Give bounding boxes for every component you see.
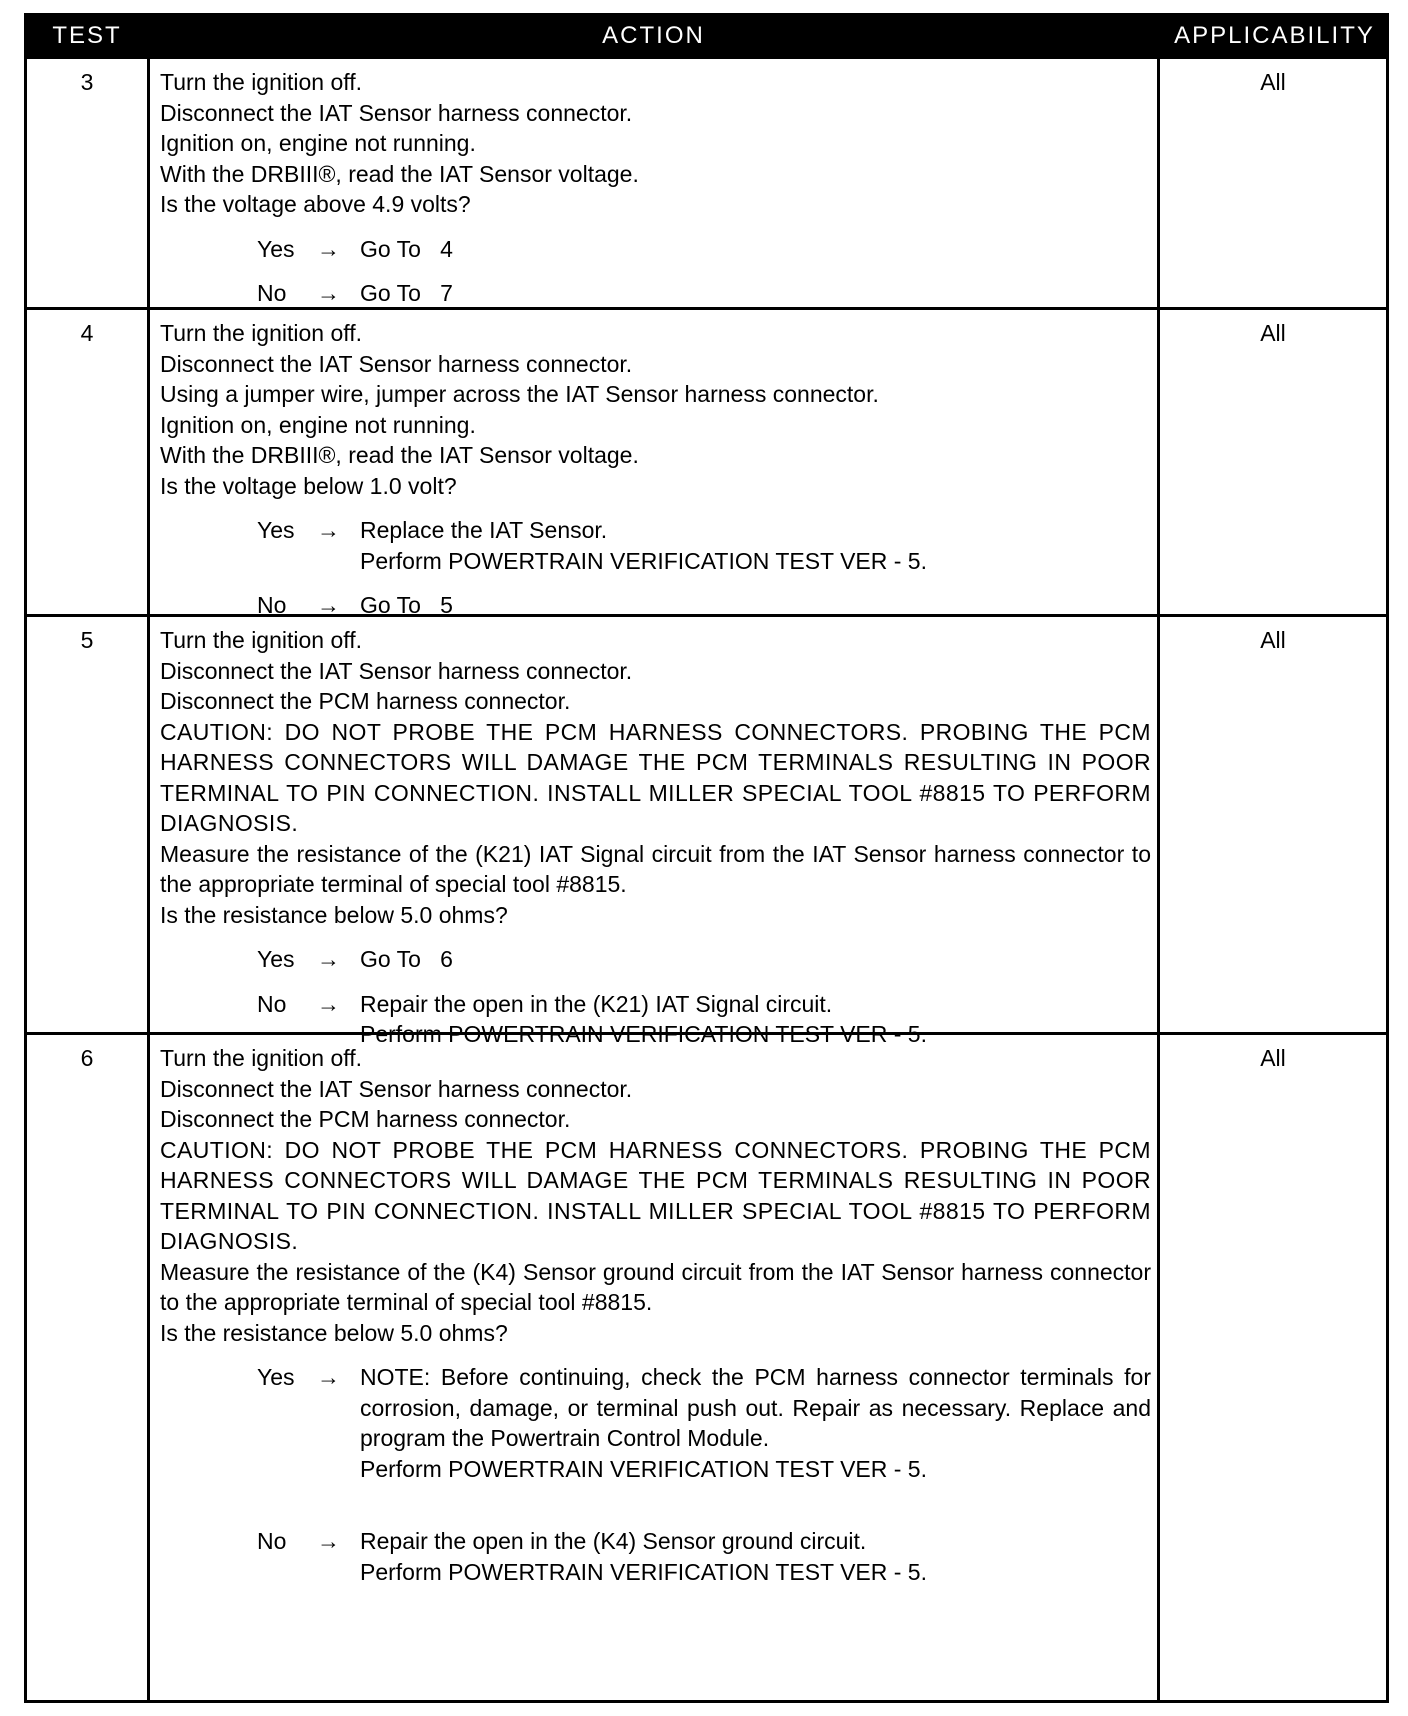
action-cell [147, 1035, 1160, 1700]
arrow-icon: → [317, 1364, 340, 1390]
yes-result: Go To 4 [360, 235, 453, 262]
applicability-value: All [1260, 1045, 1286, 1071]
yes-branch [160, 944, 1151, 975]
yes-note: NOTE: Before continuing, check the PCM harness connector terminals for corrosion, damage, or terminal push out. Repair as necessary. Replace and program the Powertrain Control Module. [360, 1364, 1151, 1451]
yes-branch [160, 515, 1151, 576]
step: Is the voltage above 4.9 volts? [160, 191, 471, 217]
no-result: Repair the open in the (K21) IAT Signal circuit. [360, 990, 833, 1017]
step: Turn the ignition off. [160, 627, 363, 653]
test-number: 5 [80, 627, 94, 653]
measure-instruction: Measure the resistance of the (K21) IAT Signal circuit from the IAT Sensor harness connector to the appropriate terminal of special tool #8815. [160, 840, 1151, 897]
header-applicability: APPLICABILITY [1160, 16, 1389, 56]
step: Disconnect the IAT Sensor harness connector. [160, 657, 633, 684]
step: Turn the ignition off. [160, 69, 363, 95]
yes-result: Perform POWERTRAIN VERIFICATION TEST VER - 5. [360, 547, 927, 574]
arrow-icon: → [317, 990, 340, 1017]
no-label: No [257, 280, 287, 306]
step: Using a jumper wire, jumper across the IAT Sensor harness connector. [160, 381, 879, 407]
question: Is the resistance below 5.0 ohms? [160, 1319, 508, 1346]
header-action: ACTION [147, 16, 1160, 56]
arrow-icon: → [317, 946, 340, 972]
step: Turn the ignition off. [160, 1045, 363, 1071]
diagnostic-test-table [24, 13, 1389, 1703]
no-result: Go To 5 [360, 592, 453, 618]
test-number: 4 [80, 320, 94, 346]
yes-result: Perform POWERTRAIN VERIFICATION TEST VER - 5. [360, 1455, 927, 1482]
step: Is the voltage below 1.0 volt? [160, 472, 457, 499]
step: Disconnect the PCM harness connector. [160, 1106, 571, 1132]
applicability-value: All [1260, 627, 1286, 653]
yes-label: Yes [257, 517, 295, 543]
step: Disconnect the IAT Sensor harness connector. [160, 1075, 633, 1102]
no-label: No [257, 1528, 287, 1554]
yes-branch [160, 234, 1151, 265]
no-result: Go To 7 [360, 280, 453, 306]
applicability-value: All [1260, 320, 1286, 346]
step: With the DRBIII®, read the IAT Sensor voltage. [160, 160, 639, 187]
step: Ignition on, engine not running. [160, 130, 476, 156]
header-test: TEST [27, 16, 147, 56]
arrow-icon: → [317, 517, 340, 543]
arrow-icon: → [317, 592, 340, 618]
yes-result: Go To 6 [360, 946, 453, 972]
arrow-icon: → [317, 1528, 340, 1554]
measure-instruction: Measure the resistance of the (K4) Sensor ground circuit from the IAT Sensor harness connector to the appropriate terminal of special tool #8815. [160, 1258, 1151, 1315]
test-row-5 [27, 614, 1386, 1047]
yes-label: Yes [257, 1364, 295, 1390]
action-cell [147, 617, 1160, 1047]
test-row-3 [27, 56, 1386, 307]
yes-label: Yes [257, 946, 295, 972]
step: With the DRBIII®, read the IAT Sensor voltage. [160, 442, 639, 468]
step: Disconnect the IAT Sensor harness connector. [160, 99, 633, 126]
test-number: 6 [80, 1045, 94, 1071]
arrow-icon: → [317, 235, 340, 262]
applicability-value: All [1260, 69, 1286, 95]
no-branch [160, 1526, 1151, 1587]
test-number: 3 [80, 69, 94, 95]
step: Turn the ignition off. [160, 320, 363, 346]
no-result: Repair the open in the (K4) Sensor ground circuit. [360, 1528, 867, 1554]
no-result: Perform POWERTRAIN VERIFICATION TEST VER - 5. [360, 1558, 927, 1585]
caution-text: CAUTION: DO NOT PROBE THE PCM HARNESS CONNECTORS. PROBING THE PCM HARNESS CONNECTORS WILL DAMAGE THE PCM TERMINALS RESULTING IN POOR TERMINAL TO PIN CONNECTION. INSTALL MILLER SPECIAL TOOL #8815 TO PERFORM DIAGNOSIS. [160, 718, 1151, 836]
yes-branch [160, 1362, 1151, 1484]
step: Ignition on, engine not running. [160, 411, 476, 438]
action-cell [147, 310, 1160, 618]
test-row-6 [27, 1032, 1386, 1700]
action-cell [147, 59, 1160, 307]
caution-text: CAUTION: DO NOT PROBE THE PCM HARNESS CONNECTORS. PROBING THE PCM HARNESS CONNECTORS WILL DAMAGE THE PCM TERMINALS RESULTING IN POOR TERMINAL TO PIN CONNECTION. INSTALL MILLER SPECIAL TOOL #8815 TO PERFORM DIAGNOSIS. [160, 1136, 1151, 1254]
arrow-icon: → [317, 280, 340, 306]
no-label: No [257, 592, 287, 618]
step: Disconnect the IAT Sensor harness connector. [160, 350, 633, 377]
no-result: Perform POWERTRAIN VERIFICATION TEST VER - 5. [360, 1021, 927, 1047]
no-branch [160, 278, 1151, 309]
no-label: No [257, 990, 287, 1017]
yes-label: Yes [257, 235, 295, 262]
question: Is the resistance below 5.0 ohms? [160, 901, 508, 928]
test-row-4 [27, 307, 1386, 618]
step: Disconnect the PCM harness connector. [160, 688, 571, 714]
yes-result: Replace the IAT Sensor. [360, 517, 608, 543]
